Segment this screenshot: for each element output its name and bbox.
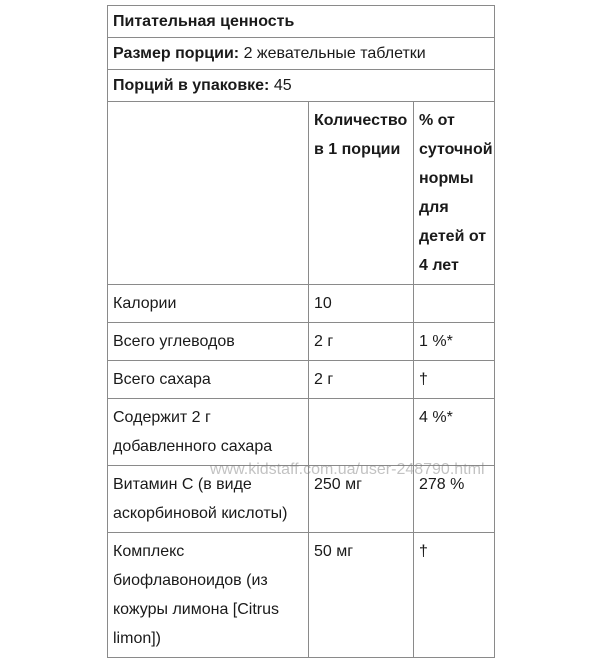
serving-size: Размер порции: 2 жевательные таблетки [108,38,495,70]
nutrient-dv: 4 %* [414,399,495,466]
nutrient-amount: 2 г [309,361,414,399]
nutrient-dv: 278 % [414,466,495,533]
table-row [108,361,495,399]
table-row [108,323,495,361]
nutrient-amount: 50 мг [309,533,414,658]
nutrient-amount [309,399,414,466]
table-row [108,399,495,466]
table-row [108,285,495,323]
nutrient-amount: 2 г [309,323,414,361]
nutrient-dv: † [414,533,495,658]
nutrient-dv [414,285,495,323]
header-amount: Количество в 1 порции [309,102,414,285]
header-daily-value: % от суточной нормы для детей от 4 лет [414,102,495,285]
nutrient-dv: † [414,361,495,399]
nutrient-name: Комплекс биофлавоноидов (из кожуры лимона [Citrus limon]) [108,533,309,658]
nutrient-name: Всего сахара [108,361,309,399]
watermark: www.kidstaff.com.ua/user-248790.html [210,461,485,478]
servings-per-container: Порций в упаковке: 45 [108,70,495,102]
nutrient-amount: 250 мг [309,466,414,533]
nutrient-name: Калории [108,285,309,323]
header-empty [108,102,309,285]
nutrient-name: Витамин С (в виде аскорбиновой кислоты) [108,466,309,533]
nutrient-amount: 10 [309,285,414,323]
table-title: Питательная ценность [108,6,495,38]
nutrition-facts-table [107,5,495,658]
nutrient-name: Содержит 2 г добавленного сахара [108,399,309,466]
table-row [108,533,495,658]
nutrient-dv: 1 %* [414,323,495,361]
nutrient-name: Всего углеводов [108,323,309,361]
